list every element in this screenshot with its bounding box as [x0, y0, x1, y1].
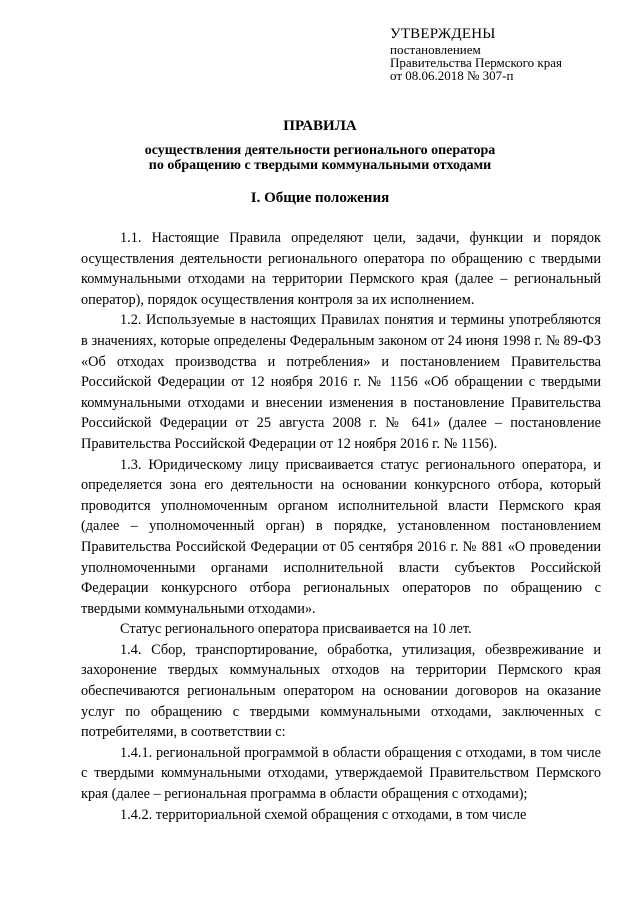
paragraph-status-term: Статус регионального оператора присваивается на 10 лет.	[120, 621, 472, 638]
paragraph-1-2: 1.2. Используемые в настоящих Правилах понятия и термины употребляются в значениях, которые определены Федеральным законом от 24 июня 1998 г. № 89-ФЗ «Об отходах производства и потребления» и постановлением Правительства Российской Федерации от 12 ноября 2016 г. № 1156 «Об обращении с твердыми коммунальными отходами и внесении изменения в постановление Правительства Российской Федерации от 25 августа 2008 г. № 641» (далее – постановление Правительства Российской Федерации от 12 ноября 2016 г. № 1156).	[81, 312, 601, 452]
document-body	[81, 228, 601, 825]
paragraph-1-4-2: 1.4.2. территориальной схемой обращения с отходами, в том числе	[120, 806, 527, 823]
approval-status: УТВЕРЖДЕНЫ	[390, 26, 496, 42]
paragraph-1-4-1: 1.4.1. региональной программой в области обращения с отходами, в том числе с твердыми коммунальными отходами, утверждаемой Правительством Пермского края (далее – региональная программа в области обращения с отходами);	[81, 744, 601, 803]
document-title	[0, 116, 640, 173]
paragraph-1-1: 1.1. Настоящие Правила определяют цели, задачи, функции и порядок осуществления деятельности регионального оператора по обращению с твердыми коммунальными отходами на территории Пермского края (далее – региональный оператор), порядок осуществления контроля за их исполнением.	[81, 230, 601, 308]
paragraph-1-3: 1.3. Юридическому лицу присваивается статус регионального оператора, и определяется зона его деятельности на основании конкурсного отбора, который проводится уполномоченным органом исполнительной власти Пермского края (далее – уполномоченный орган) в порядке, установленном постановлением Правительства Российской Федерации от 05 сентября 2016 г. № 881 «О проведении уполномоченными органами исполнительной власти субъектов Российской Федерации конкурсного отбора региональных операторов по обращению с твердыми коммунальными отходами».	[81, 456, 601, 617]
title-main: ПРАВИЛА	[283, 118, 357, 134]
approval-line-1: постановлением	[390, 42, 481, 57]
subtitle-line-2: по обращению с твердыми коммунальными отходами	[148, 158, 492, 173]
approval-stamp	[390, 26, 630, 82]
section-heading: I. Общие положения	[250, 190, 390, 206]
approval-line-3: от 08.06.2018 № 307-п	[390, 68, 514, 83]
approval-line-2: Правительства Пермского края	[390, 55, 562, 70]
subtitle-line-1: осуществления деятельности регионального оператора	[144, 143, 496, 158]
document-subtitle	[0, 143, 640, 173]
paragraph-1-4: 1.4. Сбор, транспортирование, обработка, утилизация, обезвреживание и захоронение твердых коммунальных отходов на территории Пермского края обеспечиваются региональным оператором на основании договоров на оказание услуг по обращению с твердыми коммунальными отходами, заключенных с потребителями, в соответствии с:	[81, 641, 601, 741]
